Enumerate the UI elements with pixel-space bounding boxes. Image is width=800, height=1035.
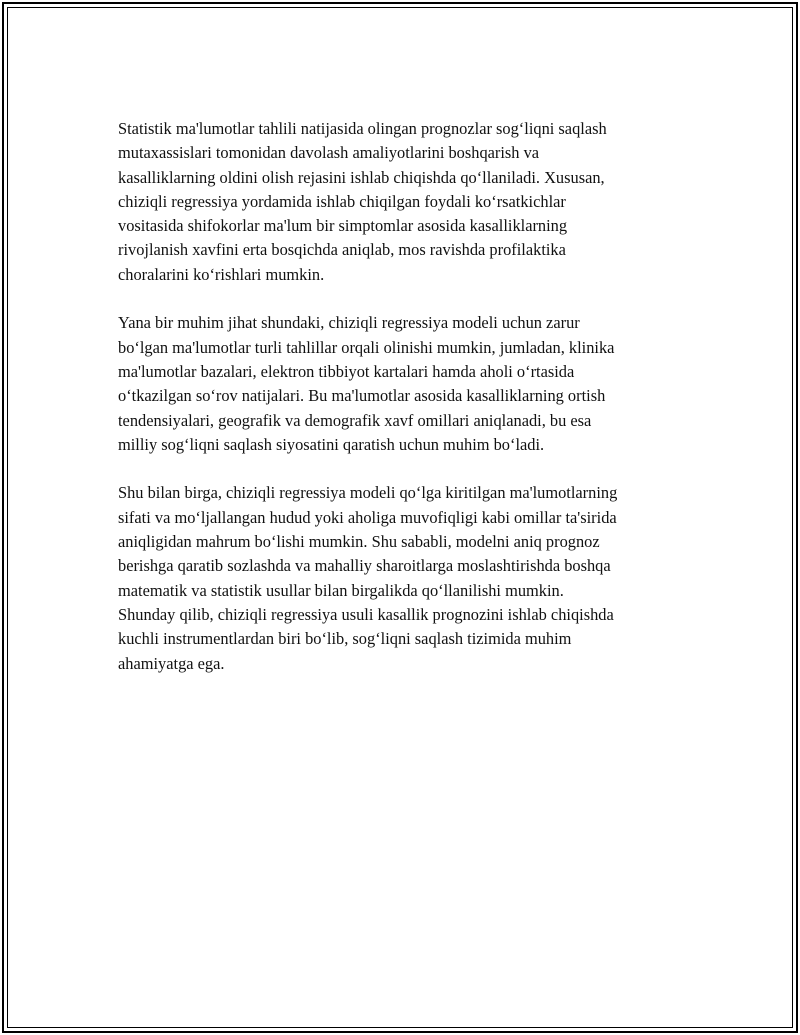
text-line: tendensiyalari, geografik va demografik xavf omillari aniqlanadi, bu esa: [118, 410, 592, 430]
text-line: matematik va statistik usullar bilan birgalikda qo‘llanilishi mumkin.: [118, 580, 564, 600]
text-line: milliy sog‘liqni saqlash siyosatini qaratish uchun muhim bo‘ladi.: [118, 434, 545, 454]
text-line: ma'lumotlar bazalari, elektron tibbiyot kartalari hamda aholi o‘rtasida: [118, 361, 575, 381]
text-line: Shunday qilib, chiziqli regressiya usuli kasallik prognozini ishlab chiqishda: [118, 604, 614, 624]
text-line: chiziqli regressiya yordamida ishlab chiqilgan foydali ko‘rsatkichlar: [118, 191, 566, 211]
paragraph-2: [118, 311, 688, 457]
text-line: o‘tkazilgan so‘rov natijalari. Bu ma'lumotlar asosida kasalliklarning ortish: [118, 386, 606, 406]
text-line: choralarini ko‘rishlari mumkin.: [118, 264, 325, 284]
text-line: vositasida shifokorlar ma'lum bir simptomlar asosida kasalliklarning: [118, 216, 568, 236]
text-line: berishga qaratib sozlashda va mahalliy sharoitlarga moslashtirishda boshqa: [118, 556, 611, 576]
paragraph-3: [118, 481, 688, 675]
text-line: aniqligidan mahrum bo‘lishi mumkin. Shu sababli, modelni aniq prognoz: [118, 532, 600, 552]
text-line: Shu bilan birga, chiziqli regressiya modeli qo‘lga kiritilgan ma'lumotlarning: [118, 483, 618, 503]
text-line: ahamiyatga ega.: [118, 653, 225, 673]
text-line: sifati va mo‘ljallangan hudud yoki aholiga muvofiqligi kabi omillar ta'sirida: [118, 507, 617, 527]
text-line: mutaxassislari tomonidan davolash amaliyotlarini boshqarish va: [118, 143, 540, 163]
text-line: kuchli instrumentlardan biri bo‘lib, sog‘liqni saqlash tizimida muhim: [118, 629, 572, 649]
text-line: Statistik ma'lumotlar tahlili natijasida olingan prognozlar sog‘liqni saqlash: [118, 119, 607, 138]
text-line: bo‘lgan ma'lumotlar turli tahlillar orqali olinishi mumkin, jumladan, klinika: [118, 337, 615, 357]
text-line: Yana bir muhim jihat shundaki, chiziqli regressiya modeli uchun zarur: [118, 313, 580, 333]
text-line: rivojlanish xavfini erta bosqichda aniqlab, mos ravishda profilaktika: [118, 240, 566, 260]
document-body: [118, 117, 688, 700]
text-line: kasalliklarning oldini olish rejasini ishlab chiqishda qo‘llaniladi. Xususan,: [118, 167, 605, 187]
paragraph-1: [118, 117, 688, 287]
